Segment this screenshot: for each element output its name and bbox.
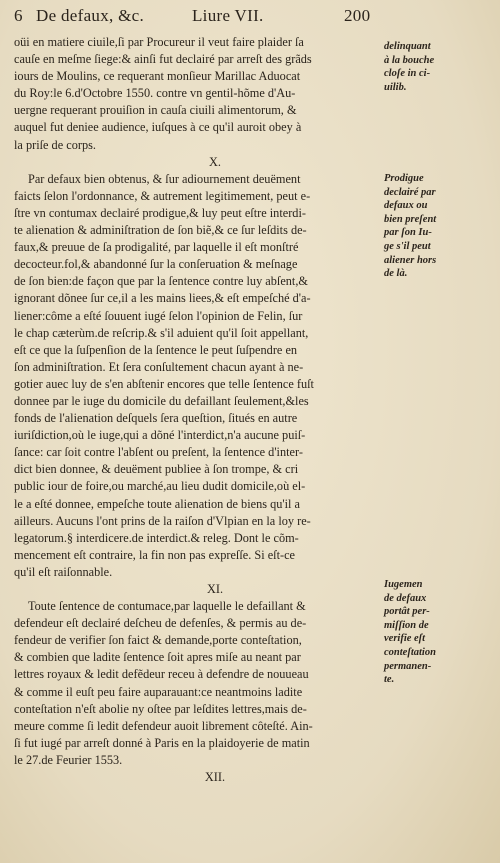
text-line: & combien que ladite ſentence ſoit apres miſe au neant par xyxy=(14,650,301,665)
text-line: oüi en matiere ciuile,ſi par Procureur il veut faire plaider ſa xyxy=(14,35,304,49)
text-line: ſance: car ſoit contre l'abſent ou preſent, la ſentence d'inter- xyxy=(14,445,303,460)
marginal-note-line: verifie eſt xyxy=(384,633,426,645)
marginal-note-line: de defaux xyxy=(384,592,427,604)
running-header xyxy=(14,6,374,28)
marginal-note-line: cloſe in ci- xyxy=(384,68,431,80)
text-line: iours de Moulins, ce requerant monſieur Marillac Aduocat xyxy=(14,69,301,84)
section-number: XII. xyxy=(204,770,226,785)
marginal-note-line: te. xyxy=(384,674,395,686)
section-number: XI. xyxy=(206,582,224,596)
text-line: lettres royaux & ledit defẽdeur receu à defendre de nouueau xyxy=(14,667,309,682)
text-line: defendeur eſt declairé deſcheu de defenſes, & permis au de- xyxy=(14,616,307,631)
marginal-note-line: de là. xyxy=(384,268,408,280)
text-line: uergne requerant prouiſion in cauſa ciuili alimentorum, & xyxy=(14,103,297,118)
running-title: De defaux, &c. xyxy=(36,6,145,25)
text-line: ſtre vn contumax declairé prodigue,& luy peut eſtre interdi- xyxy=(14,205,306,220)
marginal-note-line: declairé par xyxy=(384,186,436,198)
marginal-note-line: Prodigue xyxy=(384,173,424,184)
text-line: eſt ce que la ſuſpenſion de la ſentence le peut ſuſpendre en xyxy=(14,342,298,357)
text-line: donnee par le iuge du domicile du defaillant ſeulement,&les xyxy=(14,393,309,408)
text-line: faux,& preuue de ſa prodigalité, par laquelle il eſt monſtré xyxy=(14,240,299,255)
marginal-note-line: defaux ou xyxy=(384,200,428,212)
text-line: mencement eſt contraire, la fin non pas expreſſe. Si eſt-ce xyxy=(14,547,296,562)
text-line: le 27.de Feurier 1553. xyxy=(14,752,123,767)
book-label: Liure VII. xyxy=(192,6,264,25)
text-line: ſon adminiſtration. Et ſera conſultement chacun ayant à ne- xyxy=(14,359,304,374)
marginal-note-line: portât per- xyxy=(384,606,430,618)
text-line: dict bien donnee, & deuëment publiee à ſon trompe, & cri xyxy=(14,462,299,477)
text-line: decocteur.fol,& abandonné ſur la conſeruation & meſnage xyxy=(14,257,298,272)
marginal-note-line: Iugemen xyxy=(384,579,423,590)
text-line: Par defaux bien obtenus, & ſur adiournement deuëment xyxy=(28,171,301,186)
marginal-note-line: aliener hors xyxy=(384,254,437,266)
main-text xyxy=(14,34,376,786)
text-line: du Roy:le 6.d'Octobre 1550. contre vn gentil-hõme d'Au- xyxy=(14,86,296,101)
marginal-note-2 xyxy=(384,172,458,281)
text-line: auquel fut deniee audience, iuſques à ce qu'il auroit obey à xyxy=(14,120,302,135)
marginal-note-1 xyxy=(384,40,458,94)
text-line: la priſe de corps. xyxy=(14,137,96,152)
text-line: ignorant dõnee ſur ce,il a les mains liees,& eſt empeſché d'a- xyxy=(14,291,311,306)
page-number: 200 xyxy=(344,6,371,25)
marginal-note-line: par ſon Iu- xyxy=(384,227,432,239)
marginal-note-line: permanen- xyxy=(384,660,432,672)
marginal-note-line: ge s'il peut xyxy=(384,240,431,252)
text-line: faicts ſelon l'ordonnance, & autrement legitimement, peut e- xyxy=(14,188,311,203)
marginal-note-line: delinquant xyxy=(384,41,431,52)
text-line: conteſtation n'eſt abolie ny oſtee par leſdites lettres,mais de- xyxy=(14,701,307,716)
text-line: gotier auec luy de s'en abſtenir encores que telle ſentence fuſt xyxy=(14,376,314,391)
marginal-note-line: conteſtation xyxy=(384,646,436,658)
text-line: le a eſté donnee, empeſche toute alienation de biens qu'il a xyxy=(14,496,300,511)
text-line: ſi fut iugé par arreſt donné à Paris en la plaidoyerie de matin xyxy=(14,735,310,750)
marginal-note-line: à la bouche xyxy=(384,54,435,66)
text-line: meure comme ſi ledit defendeur auoit librement côteſté. Ain- xyxy=(14,718,313,733)
marginal-note-line: uilib. xyxy=(384,81,407,93)
section-number: X. xyxy=(209,154,221,169)
text-line: & comme il euſt peu faire auparauant:ce neantmoins ladite xyxy=(14,684,303,699)
text-line: te alienation & adminiſtration de ſon biẽ,& ce ſur leſdits de- xyxy=(14,223,307,238)
text-line: le chap cæterùm.de reſcrip.& s'il aduient qu'il ſoit appellant, xyxy=(14,325,309,340)
text-line: de ſon bien:de façon que par la ſentence contre luy abſent,& xyxy=(14,274,308,289)
marginal-note-3 xyxy=(384,578,458,687)
marginal-note-line: bien preſent xyxy=(384,213,437,225)
header-left-number: 6 xyxy=(14,6,23,25)
marginal-note-line: miſſion de xyxy=(384,619,429,631)
text-line: qu'il eſt raiſonnable. xyxy=(14,564,113,579)
text-line: legatorum.§ interdicere.de interdict.& releg. Dont le cõm- xyxy=(14,530,299,545)
text-line: liener:côme a eſté ſouuent iugé ſelon l'opinion de Felin, ſur xyxy=(14,308,303,323)
text-line: fendeur de verifier ſon faict & demande,porte conteſtation, xyxy=(14,633,302,648)
text-line: iuriſdiction,où le iuge,qui a dõné l'interdict,n'a aucune puiſ- xyxy=(14,428,306,443)
text-line: Toute ſentence de contumace,par laquelle le defaillant & xyxy=(28,599,306,614)
text-line: public iour de foire,ou marché,au lieu dudit domicile,où el- xyxy=(14,479,306,494)
text-line: ailleurs. Aucuns l'ont prins de la raiſon d'Vlpian en la loy re- xyxy=(14,513,311,528)
text-line: cauſe en meſme ſiege:& ainſi fut declairé par arreſt des grãds xyxy=(14,52,312,67)
text-line: fonds de l'alienation deſquels ſera queſtion, ſitués en autre xyxy=(14,411,298,426)
